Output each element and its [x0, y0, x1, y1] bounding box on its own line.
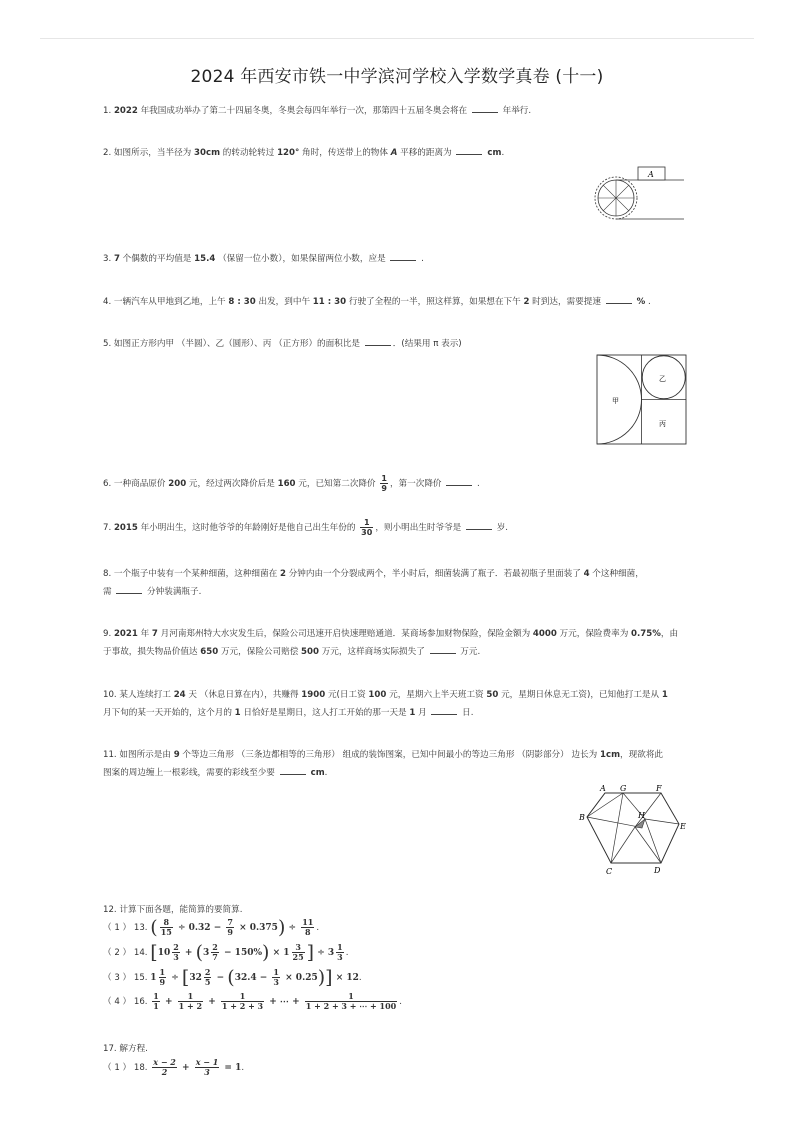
expr-text: = 1 — [221, 1063, 242, 1073]
q9-text: 万元，保险公司赔偿 — [218, 647, 302, 657]
q9-text: 年 — [137, 629, 152, 639]
fraction-denominator: 7 — [212, 952, 218, 962]
q1-text: 1. — [103, 106, 114, 116]
q6-text: 元，已知第二次降价 — [295, 479, 379, 489]
q3-text: . — [418, 254, 424, 264]
q6-fraction — [380, 474, 388, 493]
q3-text: （保留一位小数），如果保留两位小数，应是 — [215, 254, 389, 264]
answer-blank[interactable] — [365, 336, 391, 346]
q11-text: 个等边三角形 （三条边都相等的三角形） 组成的装饰图案，已知中间最小的等边三角形 （阴影部分） 边长为 — [179, 750, 600, 760]
q2-object: A — [390, 148, 398, 158]
q10-text: 10. 某人连续打工 — [103, 690, 174, 700]
fig5-label-bing: 丙 — [659, 420, 666, 428]
item-number: （ 1 ） 18. — [103, 1063, 148, 1073]
q7-text: 岁. — [493, 523, 509, 533]
fraction-denominator: 9 — [159, 977, 166, 987]
question-17-title: 17. 解方程. — [103, 1044, 148, 1054]
q1-text: 年我国成功举办了第二十四届冬奥，冬奥会每四年举行一次，那第四十五届冬奥会将在 — [137, 106, 470, 116]
expr-text: . — [399, 997, 402, 1007]
q11-side: 1cm — [600, 750, 621, 760]
fraction-denominator: 3 — [337, 952, 343, 962]
expr-text: × 12 — [332, 973, 359, 983]
answer-blank[interactable] — [430, 644, 456, 654]
item-number: （ 3 ） 15. — [103, 973, 148, 983]
q10-month: 1 — [661, 690, 668, 700]
q10-total: 1900 — [301, 690, 326, 700]
calc-item-16: （ 4 ） 16. $\frac{1}{1}$ + $\frac{1}{1 + 2}$ + $\frac{1}{1 + 2 + 3}$ + ⋯ + $\frac{1}{1 + 2 + 3 + \cdots + 100}$ . — [103, 991, 402, 1011]
fig11-label-g: G — [620, 784, 627, 793]
expr-text: 10 — [157, 948, 171, 958]
question-7 — [103, 518, 508, 537]
answer-blank[interactable] — [390, 251, 416, 261]
q11-text: ，现欲将此 — [620, 750, 664, 760]
q10-wage: 100 — [368, 690, 387, 700]
question-8 — [103, 565, 644, 601]
q7-fraction — [360, 518, 373, 537]
fig11-label-h: H — [638, 811, 645, 820]
q6-text: ，第一次降价 — [389, 479, 445, 489]
calc-item-13: （ 1 ） 13. ( $\frac{8}{15}$ ÷ 0.32 − $\frac{7}{9}$ × 0.375) ÷ $\frac{11}{8}$ . — [103, 916, 320, 939]
answer-blank[interactable] — [116, 584, 142, 594]
q3-text: 个偶数的平均值是 — [119, 254, 195, 264]
question-9 — [103, 625, 678, 661]
q10-text: 日恰好是星期日，这人打工开始的那一天是 — [240, 708, 410, 718]
q9-text: ，由 — [660, 629, 679, 639]
expr-text: − 150% — [220, 948, 263, 958]
q1-text: 年举行. — [499, 106, 532, 116]
q9-month: 7 — [151, 629, 158, 639]
fraction-numerator: 1 — [159, 967, 166, 977]
q4-hour: 2 — [523, 297, 530, 307]
fig11-label-a: A — [600, 784, 606, 793]
question-2 — [103, 144, 504, 162]
q9-text: 万元. — [457, 647, 481, 657]
q9-text: 万元，这样商场实际损失了 — [318, 647, 428, 657]
fraction-denominator: 3 — [204, 1067, 210, 1077]
fraction-numerator: 7 — [227, 917, 233, 927]
question-12-title: 12. 计算下面各题，能简算的要简算. — [103, 905, 243, 915]
fraction-numerator: x − 2 — [153, 1057, 176, 1067]
q7-text: 年小明出生，这时他爷爷的年龄刚好是他自己出生年份的 — [137, 523, 359, 533]
question-11 — [103, 746, 663, 782]
q2-radius: 30cm — [194, 148, 221, 158]
q10-half-wage: 50 — [486, 690, 499, 700]
answer-blank[interactable] — [446, 476, 472, 486]
question-10 — [103, 686, 668, 722]
fig5-label-yi: 乙 — [659, 375, 666, 383]
fraction-numerator: 1 — [221, 992, 264, 1002]
q4-text: 4. 一辆汽车从甲地到乙地，上午 — [103, 297, 229, 307]
q2-text: 平移的距离为 — [397, 148, 455, 158]
q11-count: 9 — [173, 750, 180, 760]
fraction-denominator: 1 + 2 — [178, 1001, 203, 1011]
fraction-denominator: 3 — [273, 977, 279, 987]
fraction-denominator: 1 + 2 + 3 — [221, 1001, 264, 1011]
expr-text: + — [178, 1063, 193, 1073]
q9-rate: 0.75% — [631, 629, 661, 639]
q9-text: 9. — [103, 629, 114, 639]
fraction-numerator: 11 — [302, 917, 314, 927]
answer-blank[interactable] — [472, 103, 498, 113]
question-3 — [103, 250, 424, 268]
q5-text: 5. 如图正方形内甲 （半圆）、乙（圆形）、丙 （正方形）的面积比是 — [103, 339, 363, 349]
fraction-denominator: 9 — [227, 927, 233, 937]
fraction-denominator: 9 — [381, 484, 387, 493]
q6-price2: 160 — [277, 479, 296, 489]
fraction-numerator: 2 — [173, 942, 179, 952]
fig11-label-f: F — [656, 784, 662, 793]
fraction-numerator: 1 — [305, 992, 398, 1002]
fraction-denominator: 1 — [153, 1001, 159, 1011]
q4-text: . — [645, 297, 651, 307]
expr-text: . — [241, 1063, 245, 1073]
q11-unit: cm — [307, 768, 325, 778]
q6-text: . — [474, 479, 480, 489]
fig5-label-jia: 甲 — [612, 397, 619, 405]
fraction-denominator: 15 — [160, 927, 172, 937]
q10-days: 24 — [173, 690, 186, 700]
q10-month2: 1 — [409, 708, 416, 718]
q9-text: 于事故，损失物品价值达 — [103, 647, 201, 657]
fraction-numerator: 2 — [204, 967, 211, 977]
q9-text: 万元，保险费率为 — [556, 629, 632, 639]
expr-text: ÷ — [168, 973, 182, 983]
fraction-denominator: 8 — [304, 927, 311, 937]
expr-text: − — [213, 973, 228, 983]
fraction-numerator: 1 — [153, 991, 159, 1001]
q11-text: 11. 如图所示是由 — [103, 750, 174, 760]
q10-text: 天 （休息日算在内），共赚得 — [185, 690, 302, 700]
fraction-numerator: 1 — [360, 518, 373, 528]
q2-text: 2. 如图所示，当半径为 — [103, 148, 195, 158]
fraction-numerator: 2 — [212, 942, 218, 952]
fraction-numerator: x − 1 — [195, 1057, 219, 1067]
q10-text: 月下旬的某一天开始的，这个月的 — [103, 708, 235, 718]
q8-text: 个这种细菌， — [589, 569, 644, 579]
expr-text: × 0.25 — [282, 973, 318, 983]
q11-text: 图案的周边缠上一根彩线，需要的彩线至少要 — [103, 768, 278, 778]
q4-text: 行驶了全程的一半，照这样算，如果想在下午 — [346, 297, 524, 307]
q8-count: 4 — [583, 569, 590, 579]
expr-text: ÷ 3 — [314, 948, 335, 958]
q10-text: 元，星期日休息无工资)，已知他打工是从 — [498, 690, 662, 700]
q2-angle: 120° — [277, 148, 300, 158]
expr-text: ÷ — [285, 923, 300, 933]
q9-text: 月河南郑州特大水灾发生后，保险公司迅速开启快速理赔通道．某商场参加财物保险，保险金额为 — [157, 629, 533, 639]
fig11-label-d: D — [654, 866, 661, 875]
expr-text: 32 — [189, 973, 202, 983]
fig2-label-a: A — [648, 170, 654, 179]
q8-text: 8. 一个瓶子中装有一个某种细菌，这种细菌在 — [103, 569, 280, 579]
q11-text: . — [324, 768, 328, 778]
fraction-numerator: 1 — [337, 942, 343, 952]
q10-text: 月 — [415, 708, 430, 718]
q3-average: 15.4 — [194, 254, 216, 264]
q9-loss: 650 — [200, 647, 219, 657]
square-figure — [596, 354, 688, 446]
fraction-numerator: 8 — [160, 918, 173, 928]
q7-year: 2015 — [113, 523, 138, 533]
q6-text: 6. 一种商品原价 — [103, 479, 169, 489]
q2-text: 的转动轮转过 — [220, 148, 278, 158]
answer-blank[interactable] — [431, 705, 457, 715]
q2-unit: cm — [484, 148, 502, 158]
expr-text: . — [316, 923, 320, 933]
q8-text: 分钟内由一个分裂成两个，半小时后，细菌装满了瓶子．若最初瓶子里面装了 — [285, 569, 584, 579]
fraction-numerator: 3 — [292, 943, 305, 953]
q4-percent: % — [633, 297, 646, 307]
triangle-pattern-figure — [578, 781, 690, 877]
q4-text: 出发，到中午 — [255, 297, 313, 307]
page-title: 2024 年西安市铁一中学滨河学校入学数学真卷 (十一) — [190, 67, 604, 87]
expr-text: × 0.375 — [235, 923, 278, 933]
expr-text: 1 — [150, 973, 157, 983]
fraction-numerator: 1 — [178, 992, 203, 1002]
expr-text: + — [181, 948, 196, 958]
calc-item-14: （ 2 ） 14. [10 $\frac{2}{3}$ + (3 $\frac{2}{7}$ − 150%) × 1 $\frac{3}{25}$ ] ÷ 3 $\frac{1}{3}$ . — [103, 941, 349, 964]
top-divider — [40, 38, 754, 39]
q8-minutes: 2 — [279, 569, 286, 579]
q9-amount: 4000 — [532, 629, 557, 639]
fraction-denominator: 2 — [161, 1067, 168, 1077]
item-number: （ 1 ） 13. — [103, 923, 148, 933]
q8-text: 需 — [103, 587, 115, 597]
expr-text: . — [345, 948, 349, 958]
q4-time-start: 8 : 30 — [228, 297, 256, 307]
answer-blank[interactable] — [466, 520, 492, 530]
q3-text: 3. — [103, 254, 114, 264]
q10-day: 1 — [234, 708, 241, 718]
answer-blank[interactable] — [606, 294, 632, 304]
fraction-denominator: 30 — [361, 528, 373, 537]
q3-count: 7 — [113, 254, 120, 264]
q2-text: . — [501, 148, 505, 158]
q4-text: 时到达，需要提速 — [529, 297, 604, 307]
question-1 — [103, 102, 531, 120]
fraction-denominator: 1 + 2 + 3 + ⋯ + 100 — [305, 1001, 397, 1011]
question-4 — [103, 293, 651, 311]
q6-price: 200 — [168, 479, 187, 489]
q7-text: 7. — [103, 523, 114, 533]
expr-text: + ⋯ + — [266, 997, 303, 1007]
q10-text: 元(日工资 — [325, 690, 369, 700]
fraction-numerator: 1 — [273, 967, 279, 977]
answer-blank[interactable] — [280, 765, 306, 775]
question-6 — [103, 474, 480, 493]
q9-year: 2021 — [113, 629, 138, 639]
q8-text: 分钟装满瓶子. — [144, 587, 202, 597]
q6-text: 元，经过两次降价后是 — [186, 479, 278, 489]
expr-text: × 1 — [269, 948, 290, 958]
q10-text: 元，星期六上半天班工资 — [386, 690, 487, 700]
q1-year: 2022 — [113, 106, 138, 116]
calc-item-15: （ 3 ） 15. 1 $\frac{1}{9}$ ÷ [32 $\frac{2}{5}$ − (32.4 − $\frac{1}{3}$ × 0.25)] × 12. — [103, 966, 362, 989]
item-number: （ 2 ） 14. — [103, 948, 148, 958]
fig11-label-b: B — [579, 813, 585, 822]
item-number: （ 4 ） 16. — [103, 997, 148, 1007]
fraction-denominator: 25 — [292, 952, 304, 962]
q2-text: 角时，传送带上的物体 — [299, 148, 391, 158]
expr-text: ÷ 0.32 − — [174, 923, 225, 933]
q4-time-noon: 11 : 30 — [312, 297, 347, 307]
q9-compensation: 500 — [301, 647, 319, 657]
fraction-denominator: 5 — [204, 977, 211, 987]
q5-text: ．(结果用 π 表示) — [392, 339, 462, 349]
fraction-numerator: 1 — [381, 474, 387, 483]
expr-text: 3 — [203, 948, 210, 958]
fig11-label-e: E — [680, 822, 686, 831]
q10-text: 日. — [459, 708, 474, 718]
fraction-denominator: 3 — [173, 952, 179, 962]
calc-item-18 — [103, 1058, 244, 1077]
question-5 — [103, 335, 462, 353]
expr-text: . — [358, 973, 362, 983]
fig11-label-c: C — [606, 867, 613, 876]
conveyor-figure — [588, 162, 693, 224]
answer-blank[interactable] — [456, 145, 482, 155]
q7-text: ，则小明出生时爷爷是 — [375, 523, 464, 533]
expr-text: 32.4 − — [234, 973, 271, 983]
